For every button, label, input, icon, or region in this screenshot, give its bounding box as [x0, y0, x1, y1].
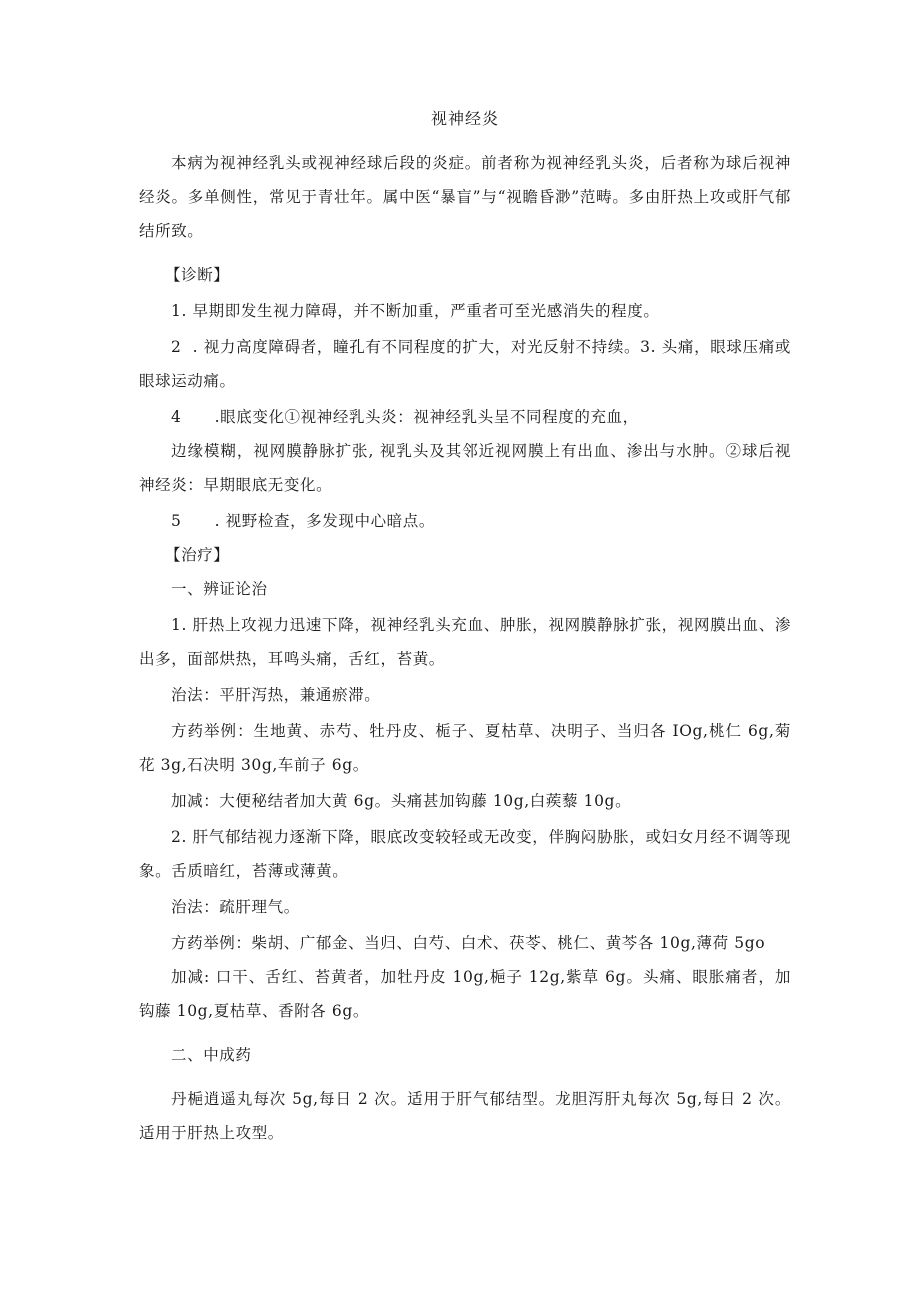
type2-method: 治法：疏肝理气。: [171, 898, 300, 916]
section2-heading: 二、中成药: [171, 1046, 252, 1064]
type2-modification: 加减: 口干、舌红、苔黄者，加牡丹皮 10g,梔子 12g,紫草 6g。头痛、眼胀痛者，加钩藤 10g,夏枯草、香附各 6g。: [139, 968, 791, 1020]
diagnosis-item-4: 4 .眼底变化①视神经乳头炎：视神经乳头呈不同程度的充血，: [171, 408, 639, 426]
section2-content: 丹梔逍遥丸每次 5g,每日 2 次。适用于肝气郁结型。龙胆泻肝丸每次 5g,每日 2 次。适用于肝热上攻型。: [139, 1090, 791, 1142]
intro-paragraph: 本病为视神经乳头或视神经球后段的炎症。前者称为视神经乳头炎，后者称为球后视神经炎。多单侧性，常见于青壮年。属中医“暴盲”与“视瞻昏渺”范畴。多由肝热上攻或肝气郁结所致。: [139, 154, 791, 240]
section1-heading: 一、辨证论治: [171, 580, 268, 598]
diagnosis-heading: 【诊断】: [165, 266, 230, 284]
type1-modification: 加减：大便秘结者加大黄 6g。头痛甚加钩藤 10g,白蒺藜 10g。: [171, 792, 632, 810]
diagnosis-item-2: 2 . 视力高度障碍者，瞳孔有不同程度的扩大，对光反射不持续。3. 头痛，眼球压痛或眼球运动痛。: [139, 338, 791, 390]
type2-description: 2. 肝气郁结视力逐渐下降，眼底改变较轻或无改变，伴胸闷胁胀，或妇女月经不调等现象。舌质暗红，苔薄或薄黄。: [139, 828, 791, 880]
type2-prescription: 方药举例：柴胡、广郁金、当归、白芍、白术、茯苓、桃仁、黄芩各 10g,薄荷 5go: [171, 934, 766, 952]
type1-description: 1. 肝热上攻视力迅速下降，视神经乳头充血、肿胀，视网膜静脉扩张，视网膜出血、渗出多，面部烘热，耳鸣头痛，舌红，苔黄。: [139, 616, 791, 668]
treatment-heading: 【治疗】: [165, 546, 230, 564]
diagnosis-item-1: 1. 早期即发生视力障碍，并不断加重，严重者可至光感消失的程度。: [171, 302, 660, 320]
type1-prescription: 方药举例：生地黄、赤芍、牡丹皮、栀子、夏枯草、决明子、当归各 IOg,桃仁 6g,菊花 3g,石决明 30g,车前子 6g。: [139, 722, 791, 774]
diagnosis-item-4-cont: 边缘模糊，视网膜静脉扩张, 视乳头及其邻近视网膜上有出血、渗出与水肿。②球后视神经炎：早期眼底无变化。: [139, 442, 791, 494]
page-title: 视神经炎: [430, 109, 499, 128]
type1-method: 治法：平肝泻热，兼通瘀滞。: [171, 686, 381, 704]
diagnosis-item-5: 5 . 视野检查，多发现中心暗点。: [171, 512, 435, 530]
document-page: [139, 108, 791, 1150]
